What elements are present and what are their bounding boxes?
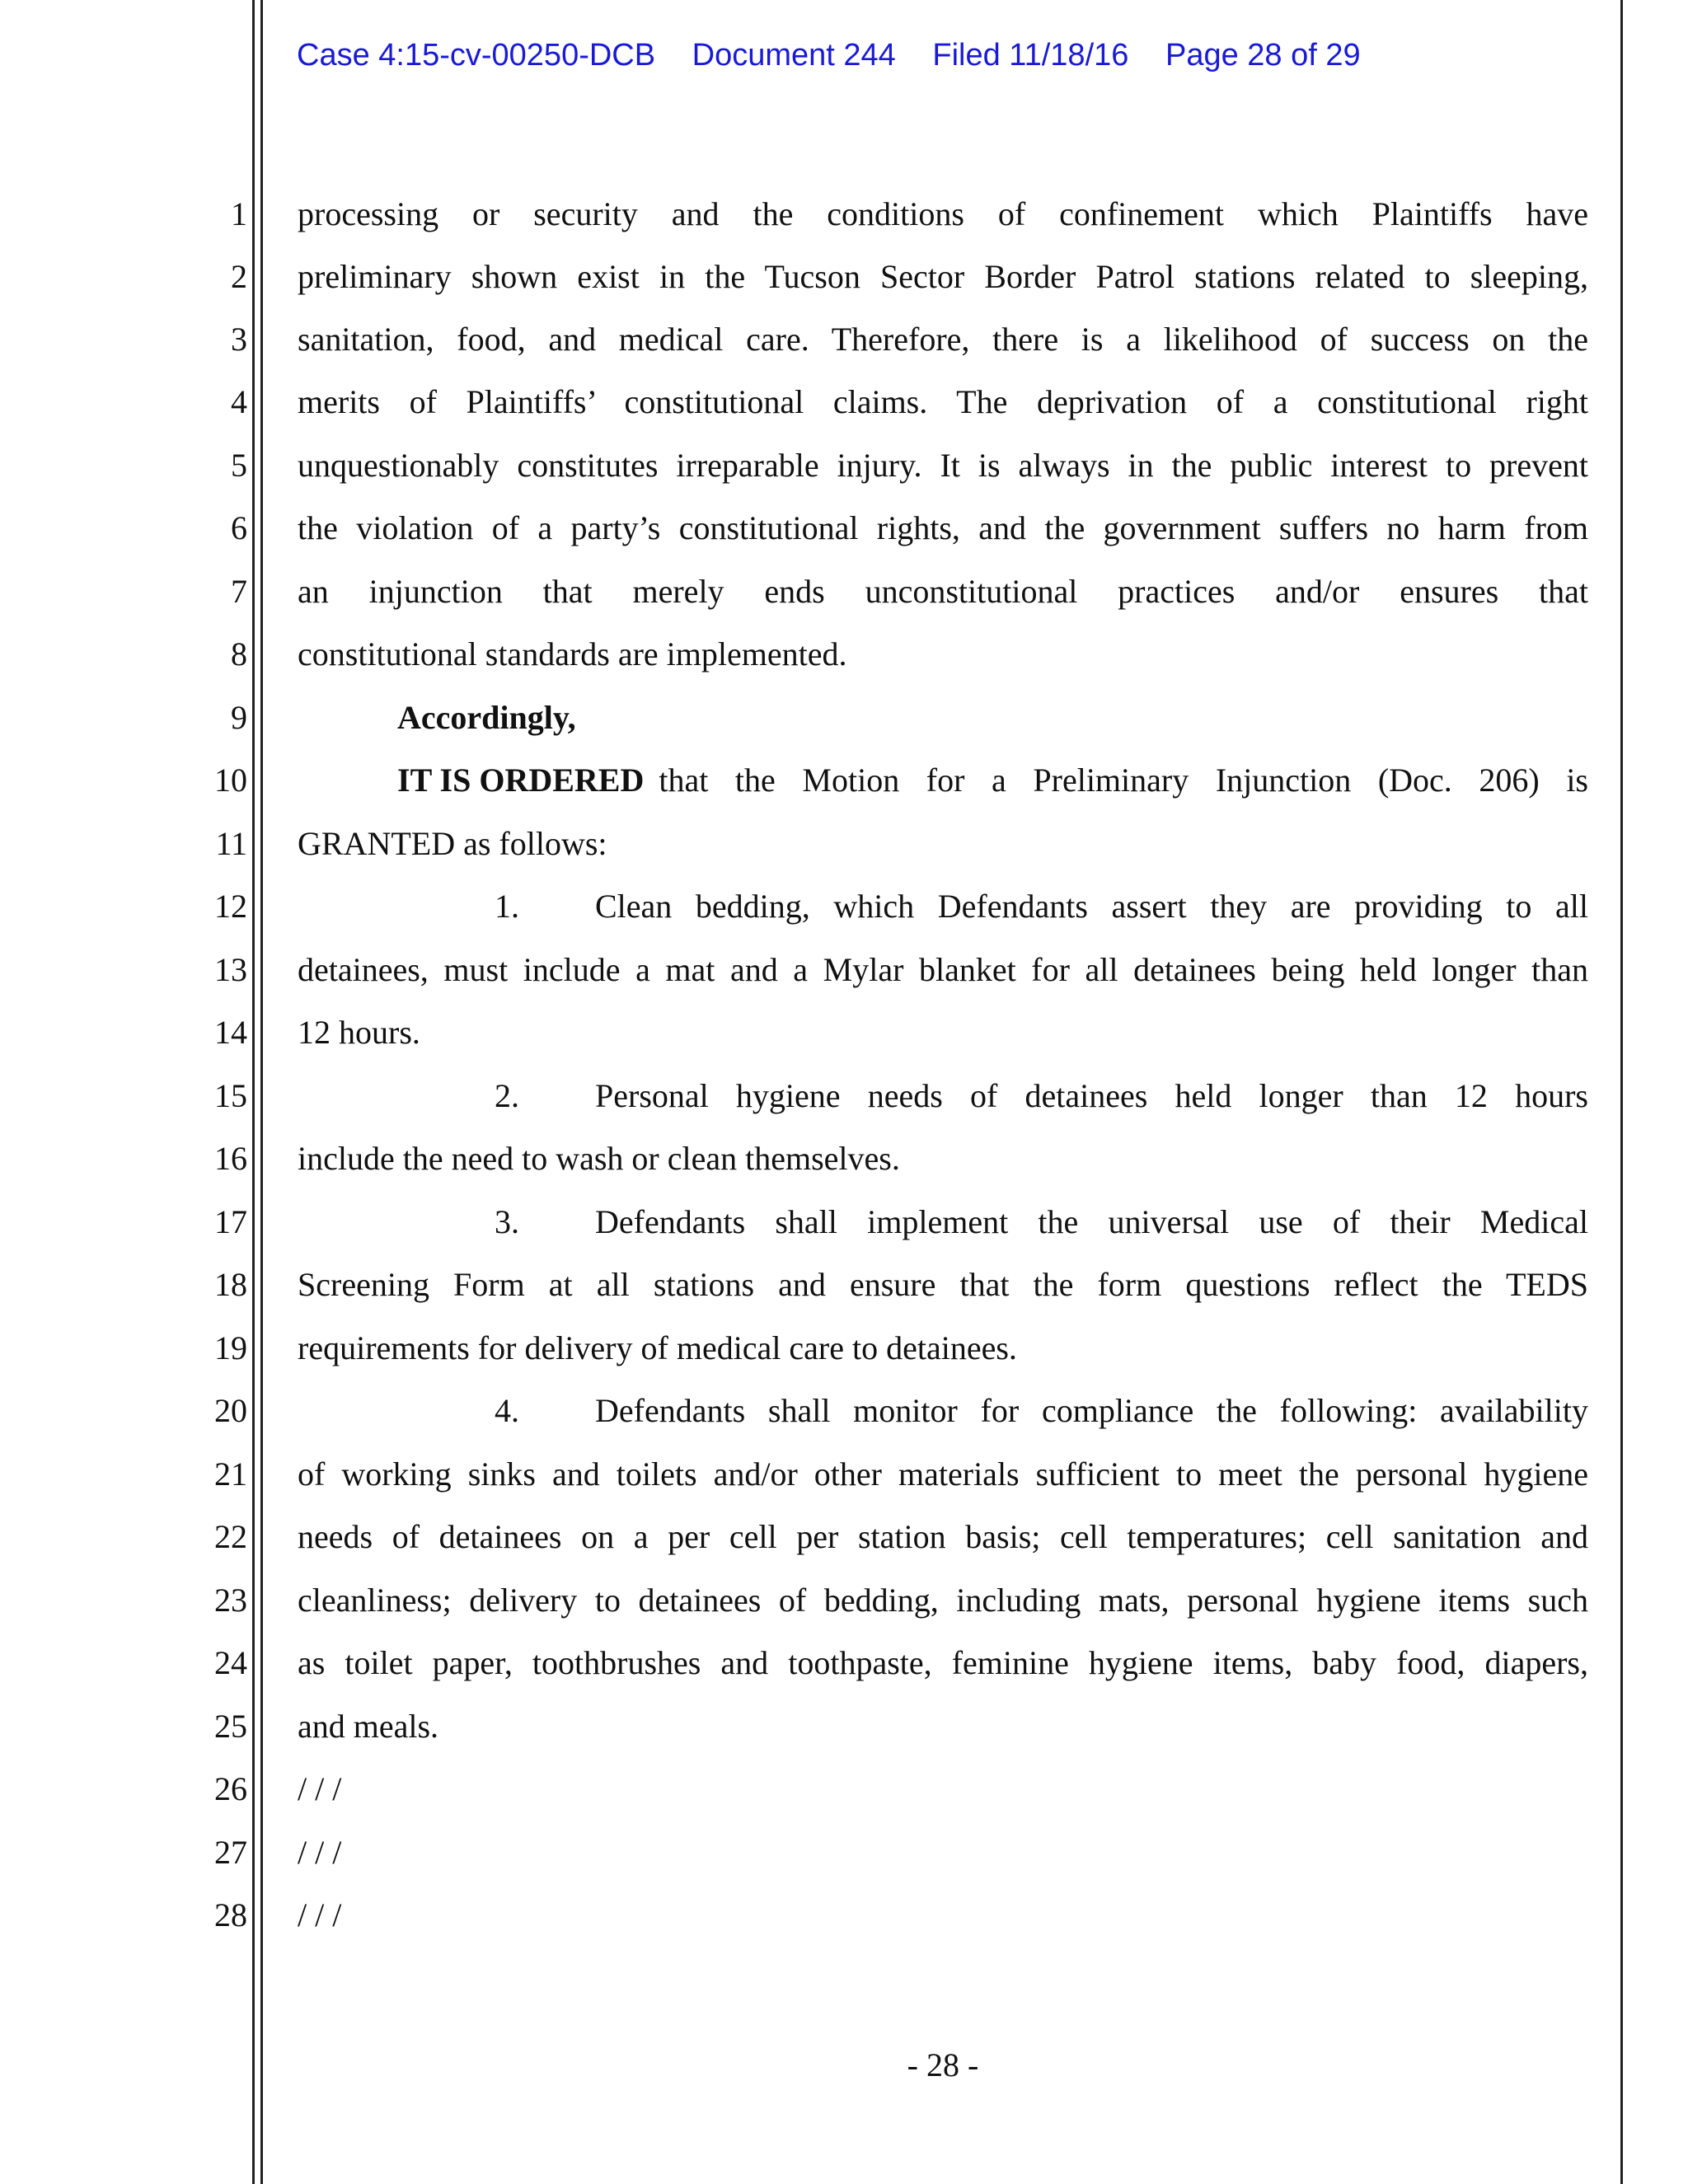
text-line: and meals.	[298, 1708, 439, 1745]
text-line: Screening Form at all stations and ensure that the form questions reflect the TEDS	[298, 1266, 1588, 1303]
text-line: sanitation, food, and medical care. Therefore, there is a likelihood of success on the	[298, 321, 1588, 358]
text-line: an injunction that merely ends unconstitutional practices and/or ensures that	[298, 573, 1588, 610]
text-line: constitutional standards are implemented.	[298, 635, 847, 673]
line-number: 14	[214, 1014, 247, 1051]
line-number: 3	[231, 321, 247, 358]
right-margin-rule	[1620, 0, 1623, 2184]
line-number: 8	[231, 635, 247, 673]
continuation-marker: / / /	[298, 1834, 342, 1871]
line-number: 16	[214, 1140, 247, 1177]
text-line: cleanliness; delivery to detainees of bedding, including mats, personal hygiene items such	[298, 1582, 1588, 1619]
filed-date: Filed 11/18/16	[932, 38, 1129, 73]
line-number: 5	[231, 447, 247, 484]
line-number: 6	[231, 509, 247, 546]
line-number: 26	[214, 1770, 247, 1807]
text-line: Clean bedding, which Defendants assert they are providing to all	[595, 888, 1588, 925]
text-line: Personal hygiene needs of detainees held longer than 12 hours	[595, 1077, 1588, 1114]
text-line: 12 hours.	[298, 1014, 420, 1051]
text-line: Defendants shall implement the universal use of their Medical	[595, 1203, 1588, 1240]
it-is-ordered: IT IS ORDERED	[397, 762, 645, 799]
order-line	[397, 764, 1588, 797]
line-number: 10	[214, 762, 247, 799]
text-line: needs of detainees on a per cell per station basis; cell temperatures; cell sanitation and	[298, 1518, 1588, 1555]
line-number: 11	[215, 825, 247, 862]
text-line: include the need to wash or clean themselves.	[298, 1140, 900, 1177]
line-number: 18	[214, 1266, 247, 1303]
line-number: 21	[214, 1455, 247, 1493]
order-line-rest: that the Motion for a Preliminary Injunction (Doc. 206) is	[659, 762, 1588, 799]
case-number: Case 4:15-cv-00250-DCB	[297, 38, 656, 73]
text-line: Defendants shall monitor for compliance the following: availability	[595, 1392, 1588, 1429]
line-number: 9	[231, 699, 247, 736]
line-number: 4	[231, 383, 247, 420]
item-number: 3.	[495, 1203, 519, 1240]
line-number: 12	[214, 888, 247, 925]
line-number: 17	[214, 1203, 247, 1240]
text-line: processing or security and the conditions of confinement which Plaintiffs have	[298, 195, 1588, 232]
item-number: 1.	[495, 888, 519, 925]
line-number: 13	[214, 951, 247, 988]
text-line: preliminary shown exist in the Tucson Sector Border Patrol stations related to sleeping,	[298, 258, 1588, 295]
line-number: 27	[214, 1834, 247, 1871]
text-line: merits of Plaintiffs’ constitutional claims. The deprivation of a constitutional right	[298, 383, 1588, 420]
left-margin-rule-outer	[252, 0, 255, 2184]
line-number: 28	[214, 1896, 247, 1933]
text-line: as toilet paper, toothbrushes and toothpaste, feminine hygiene items, baby food, diapers,	[298, 1644, 1588, 1681]
text-line: requirements for delivery of medical care to detainees.	[298, 1329, 1017, 1366]
line-number: 15	[214, 1077, 247, 1114]
line-number: 1	[231, 195, 247, 232]
item-number: 4.	[495, 1392, 519, 1429]
line-number: 23	[214, 1582, 247, 1619]
left-margin-rule-inner	[260, 0, 263, 2184]
page-count: Page 28 of 29	[1165, 38, 1361, 73]
ecf-header	[297, 38, 1389, 73]
item-number: 2.	[495, 1077, 519, 1114]
line-number: 22	[214, 1518, 247, 1555]
accordingly-heading: Accordingly,	[397, 699, 576, 736]
page-number: - 28 -	[907, 2046, 979, 2083]
text-line: the violation of a party’s constitutional rights, and the government suffers no harm from	[298, 509, 1588, 546]
line-number: 7	[231, 573, 247, 610]
line-number: 20	[214, 1392, 247, 1429]
line-number: 19	[214, 1329, 247, 1366]
line-number: 2	[231, 258, 247, 295]
continuation-marker: / / /	[298, 1770, 342, 1807]
text-line: of working sinks and toilets and/or other materials sufficient to meet the personal hygiene	[298, 1455, 1588, 1493]
document-number: Document 244	[692, 38, 896, 73]
continuation-marker: / / /	[298, 1896, 342, 1933]
line-number: 25	[214, 1708, 247, 1745]
text-line: GRANTED as follows:	[298, 825, 607, 862]
text-line: unquestionably constitutes irreparable injury. It is always in the public interest to prevent	[298, 447, 1588, 484]
line-number: 24	[214, 1644, 247, 1681]
text-line: detainees, must include a mat and a Mylar blanket for all detainees being held longer than	[298, 951, 1588, 988]
